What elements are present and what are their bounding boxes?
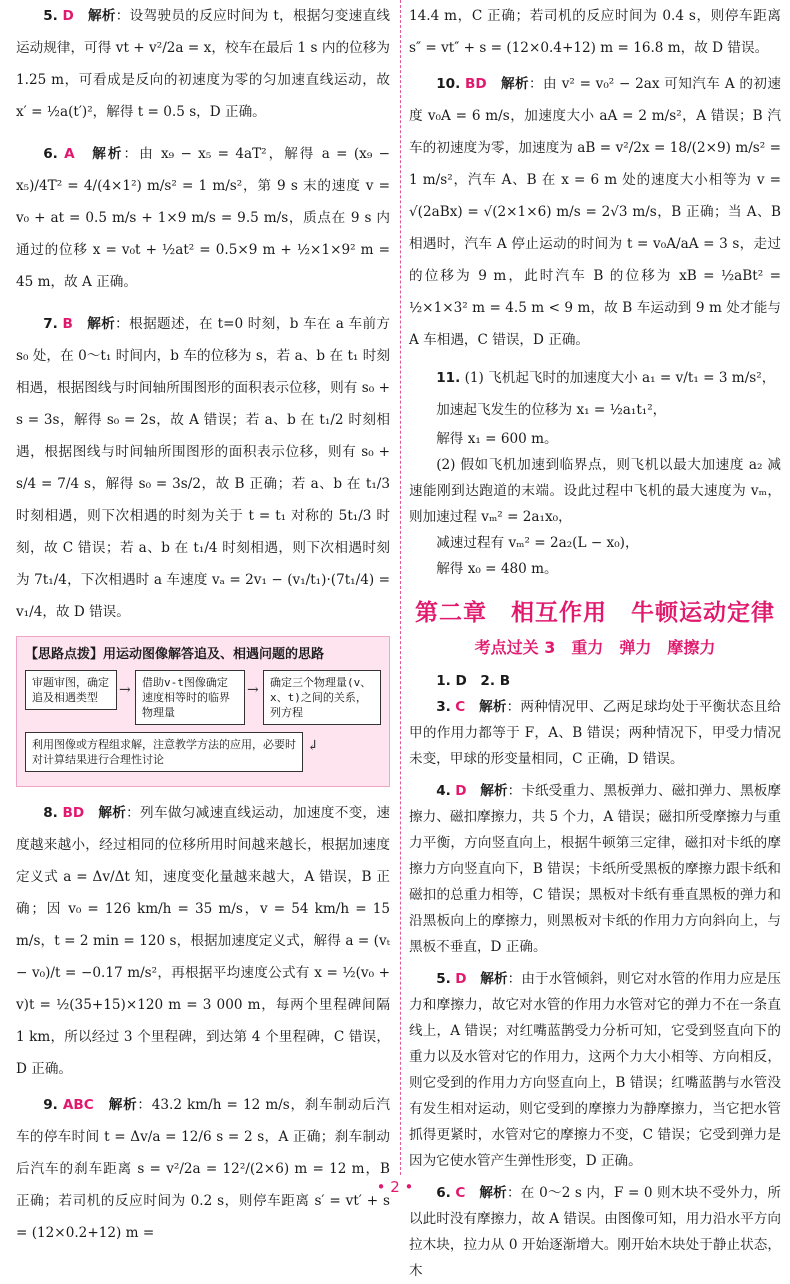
answer-key: D [455,971,467,987]
chapter-title: 第二章 相互作用 牛顿运动定律 [415,600,775,626]
right-column [409,0,781,1284]
flow-step-2: 借助v-t图像确定速度相等时的临界物理量 [135,670,245,725]
answer-q8: 8. BD 解析：列车做匀减速直线运动，加速度不变，速度越来越小，经过相同的位移所用时间越来越长，根据加速度定义式 a = Δv/Δt 知，速度变化量越来越大，A 错误，B 正确；因 v₀ = 126 km/h = 35 m/s，v = 54 km/h = 15 m/s，t = 2 min = 120 s，根据加速度定义式，解得 a = (vₜ − v₀)/t = −0.17 m/s²，再根据平均速度公式有 x = ½(v₀ + v)t = ½(35+15)×120 m = 3 000 m，每两个里程碑间隔 1 km，所以经过 3 个里程碑，到达第 4 个里程碑，C 错误，D 正确。 [16,805,391,1077]
answer-key: B [62,316,73,332]
answer-q6-ch2: 6. C 解析：在 0～2 s 内，F = 0 则木块不受外力，所以此时没有摩擦力，故 A 错误。由图像可知，用力沿水平方向拉木块，拉力从 0 开始逐渐增大。刚开始木块处于静止状态，木 [409,1185,782,1279]
flow-step-3: 确定三个物理量(v、x、t)之间的关系，列方程 [263,670,381,725]
flow-step-1: 审题审图，确定追及相遇类型 [25,670,117,710]
answer-key: BD [62,805,85,821]
answer-q7: 7. B 解析：根据题述，在 t=0 时刻，b 车在 a 车前方 s₀ 处，在 0～t₁ 时间内，b 车的位移为 s，若 a、b 在 t₁ 时刻相遇，根据图线与时间轴所围图形的面积表示位移，则有 s₀ + s = 3s，解得 s₀ = 2s，故 A 错误；若 a、b 在 t₁/2 时刻相遇，根据图线与时间轴所围图形的面积表示位移，则有 s₀ + s/4 = 7/4 s，解得 s₀ = 3s/2，故 B 正确；若 a、b 在 t₁/3 时刻相遇，则下次相遇的时刻为关于 t = t₁ 对称的 5t₁/3 时刻，故 C 错误；若 a、b 在 t₁/4 时刻相遇，则下次相遇时刻为 7t₁/4，下次相遇时 a 车速度 vₐ = 2v₁ − (v₁/t₁)·(7t₁/4) = v₁/4，故 D 错误。 [16,316,391,620]
answer-key: BD [465,76,487,92]
arrow-right-icon: → [119,682,131,698]
answer-key: ABC [62,1097,94,1113]
answer-key: D [455,783,467,799]
answer-q3: 3. C 解析：两种情况甲、乙两足球均处于平衡状态且给甲的作用力都等于 F，A、B 错误；两种情况下，甲受力情况未变，甲球的形变量相同，C 正确，D 错误。 [409,699,782,767]
tip-title: 【思路点拨】用运动图像解答追及、相遇问题的思路 [25,647,325,662]
column-divider [400,0,401,1175]
left-column [16,0,390,1249]
answer-q5: 5. D 解析：设驾驶员的反应时间为 t，根据匀变速直线运动规律，可得 vt + v²/2a = x，校车在最后 1 s 内的位移为 1.25 m，可看成是反向的初速度为零的匀加速直线运动，故 x′ = ½a(t′)²，解得 t = 0.5 s，D 正确。 [16,8,391,120]
flow-step-4: 利用图像或方程组求解，注意教学方法的应用，必要时对计算结果进行合理性讨论 [25,732,303,772]
flowchart [25,668,381,776]
arrow-right-icon: → [247,682,259,698]
answer-q10: 10. BD 解析：由 v² = v₀² − 2ax 可知汽车 A 的初速度 v₀A = 6 m/s，加速度大小 aA = 2 m/s²，A 错误；B 汽车的初速度为零，加速度为 aB = v²/2x = 18/(2×9) m/s² = 1 m/s²，汽车 A、B 在 x = 6 m 处的速度大小相等为 v = √(2aBx) = √(2×1×6) m/s = 2√3 m/s，B 正确；当 A、B 相遇时，汽车 A 停止运动的时间为 t = v₀A/aA = 3 s，走过的位移为 9 m，此时汽车 B 的位移为 xB = ½aBt² = ½×1×3² m = 4.5 m < 9 m，故 B 车运动到 9 m 处才能与 A 车相遇，C 错误，D 正确。 [409,76,782,348]
answer-q4: 4. D 解析：卡纸受重力、黑板弹力、磁扣弹力、黑板摩擦力、磁扣摩擦力，共 5 个力，A 错误；磁扣所受摩擦力与重力平衡，方向竖直向上，根据牛顿第三定律，磁扣对卡纸的摩擦力方向竖直向下，B 错误；卡纸所受黑板的摩擦力跟卡纸和磁扣的总重力相等，C 错误；黑板对卡纸有垂直黑板的弹力和沿黑板向上的摩擦力，则黑板对卡纸的作用力方向斜向上，与黑板不垂直，D 正确。 [409,783,782,955]
answer-q11: 11. (1) 飞机起飞时的加速度大小 a₁ = v/t₁ = 3 m/s²， 加速起飞发生的位移为 x₁ = ½a₁t₁²， 解得 x₁ = 600 m。 (2) 假如飞机加速到临界点，则飞机以最大加速度 a₂ 减速能刚到达跑道的末端。设此过程中飞机的最大速度为 vₘ，则加速过程 vₘ² = 2a₁x₀， 减速过程有 vₘ² = 2a₂(L − x₀)， 解得 x₀ = 480 m。 [409,370,781,577]
tip-box [16,636,390,787]
page-number: • 2 • [376,1178,414,1196]
answer-q9: 9. ABC 解析：43.2 km/h = 12 m/s，刹车制动后汽车的停车时间 t = Δv/a = 12/6 s = 2 s，A 正确；刹车制动后汽车的刹车距离 s = v²/2a = 12²/(2×6) m = 12 m，B 正确；若司机的反应时间为 0.2 s，则停车距离 s′ = vt′ + s = (12×0.2+12) m = [16,1097,390,1241]
answer-key: C [455,1185,466,1201]
answer-key: A [64,146,75,162]
answer-key: D [62,8,74,24]
answer-q6: 6. A 解析：由 x₉ − x₅ = 4aT²，解得 a = (x₉ − x₅)/4T² = 4/(4×1²) m/s² = 1 m/s²，第 9 s 末的速度 v = v₀ + at = 0.5 m/s + 1×9 m/s = 9.5 m/s，质点在 9 s 内通过的位移 x = v₀t + ½at² = 0.5×9 m + ½×1×9² m = 45 m，故 A 正确。 [16,146,390,290]
answer-q5-ch2: 5. D 解析：由于水管倾斜，则它对水管的作用力应是压力和摩擦力，故它对水管的作用力水管对它的弹力不在一条直线上，A 错误；对红嘴蓝鹊受力分析可知，它受到竖直向下的重力以及水管对它的作用力，这两个力大小相等、方向相反，则它受到的作用力方向竖直向上，B 错误；红嘴蓝鹊与水管没有发生相对运动，则它受到的摩擦力为静摩擦力，当它把水管抓得更紧时，水管对它的摩擦力不变，C 错误；它受到弹力是因为它使水管产生弹性形变，D 正确。 [409,971,782,1169]
answer-key: C [455,699,466,715]
arrow-left-icon: ↲ [307,738,319,754]
answers-q1-q2: 1. D 2. B [436,673,511,689]
section-title: 考点过关 3 重力 弹力 摩擦力 [474,638,716,657]
answer-q9-continued: 14.4 m，C 正确；若司机的反应时间为 0.4 s，则停车距离 s″ = vt″ + s = (12×0.4+12) m = 16.8 m，故 D 错误。 [409,8,781,56]
